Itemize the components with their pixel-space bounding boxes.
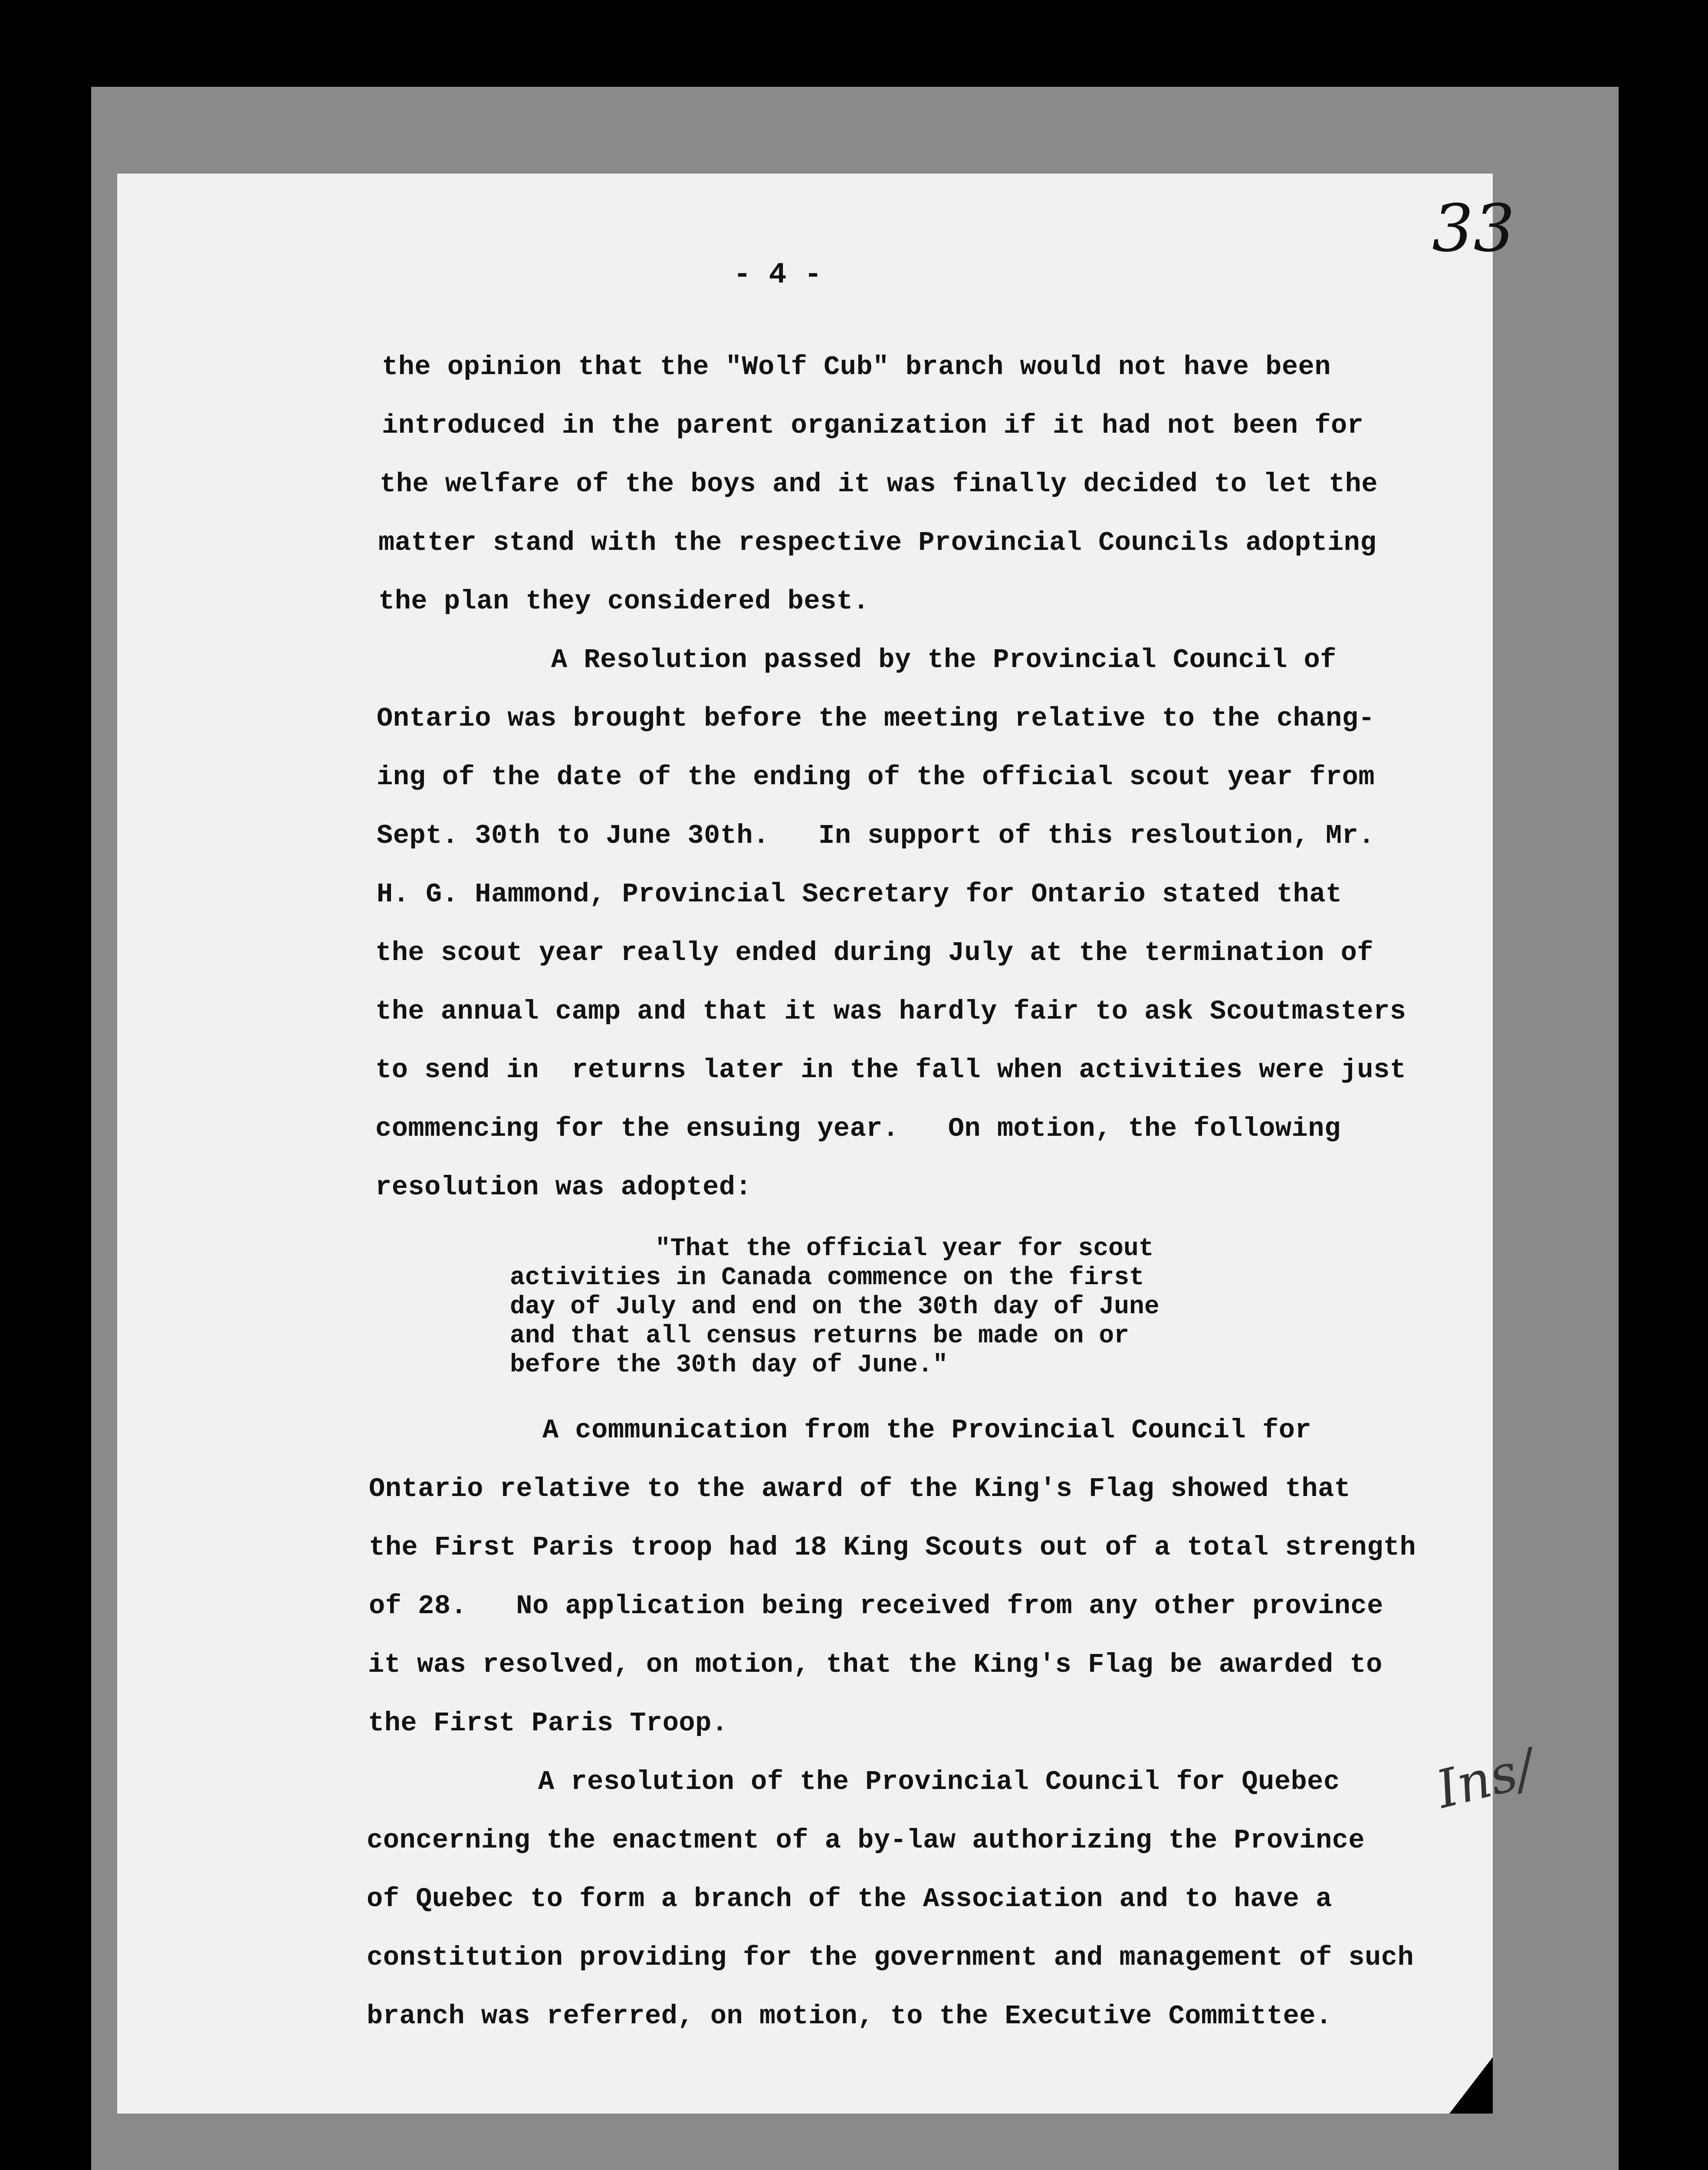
text-line: A communication from the Provincial Council for	[542, 1415, 1312, 1446]
text-line: the welfare of the boys and it was finally decided to let the	[380, 469, 1378, 500]
text-line: constitution providing for the government and management of such	[367, 1942, 1414, 1973]
quote-line: before the 30th day of June."	[510, 1351, 948, 1379]
torn-corner	[1449, 2057, 1493, 2114]
handwritten-page-number: 33	[1432, 191, 1515, 266]
quote-line: and that all census returns be made on or	[510, 1322, 1130, 1350]
text-line: ing of the date of the ending of the official scout year from	[377, 762, 1375, 792]
quote-line: activities in Canada commence on the first	[510, 1264, 1144, 1292]
text-line: the annual camp and that it was hardly fair to ask Scoutmasters	[375, 996, 1406, 1027]
text-line: A resolution of the Provincial Council for Quebec	[538, 1766, 1340, 1797]
text-line: H. G. Hammond, Provincial Secretary for Ontario stated that	[377, 879, 1342, 910]
text-line: of 28. No application being received from any other province	[369, 1591, 1383, 1621]
text-line: commencing for the ensuing year. On motion, the following	[375, 1113, 1341, 1144]
text-line: it was resolved, on motion, that the King's Flag be awarded to	[368, 1649, 1383, 1680]
text-line: the opinion that the "Wolf Cub" branch would not have been	[382, 352, 1331, 382]
text-line: concerning the enactment of a by-law authorizing the Province	[367, 1825, 1365, 1856]
text-line: introduced in the parent organization if it had not been for	[382, 410, 1364, 441]
text-line: A Resolution passed by the Provincial Council of	[551, 644, 1337, 675]
text-line: to send in returns later in the fall when activities were just	[375, 1055, 1406, 1085]
handwritten-margin-note: Ins/	[1430, 1738, 1541, 1821]
quote-line: day of July and end on the 30th day of June	[510, 1293, 1159, 1321]
text-line: the First Paris troop had 18 King Scouts out of a total strength	[369, 1532, 1416, 1563]
text-line: resolution was adopted:	[375, 1172, 752, 1203]
text-line: the scout year really ended during July at the termination of	[375, 937, 1374, 968]
text-line: Ontario relative to the award of the King's Flag showed that	[369, 1473, 1351, 1504]
text-line: Ontario was brought before the meeting relative to the chang-	[377, 703, 1375, 734]
text-line: matter stand with the respective Provincial Councils adopting	[378, 527, 1377, 558]
text-line: the plan they considered best.	[378, 586, 870, 617]
page-header: - 4 -	[733, 258, 822, 292]
quote-line: "That the official year for scout	[655, 1235, 1154, 1263]
text-line: of Quebec to form a branch of the Association and to have a	[367, 1884, 1332, 1914]
text-line: branch was referred, on motion, to the Executive Committee.	[367, 2001, 1332, 2032]
text-line: Sept. 30th to June 30th. In support of this resloution, Mr.	[377, 820, 1375, 851]
text-line: the First Paris Troop.	[368, 1708, 728, 1739]
